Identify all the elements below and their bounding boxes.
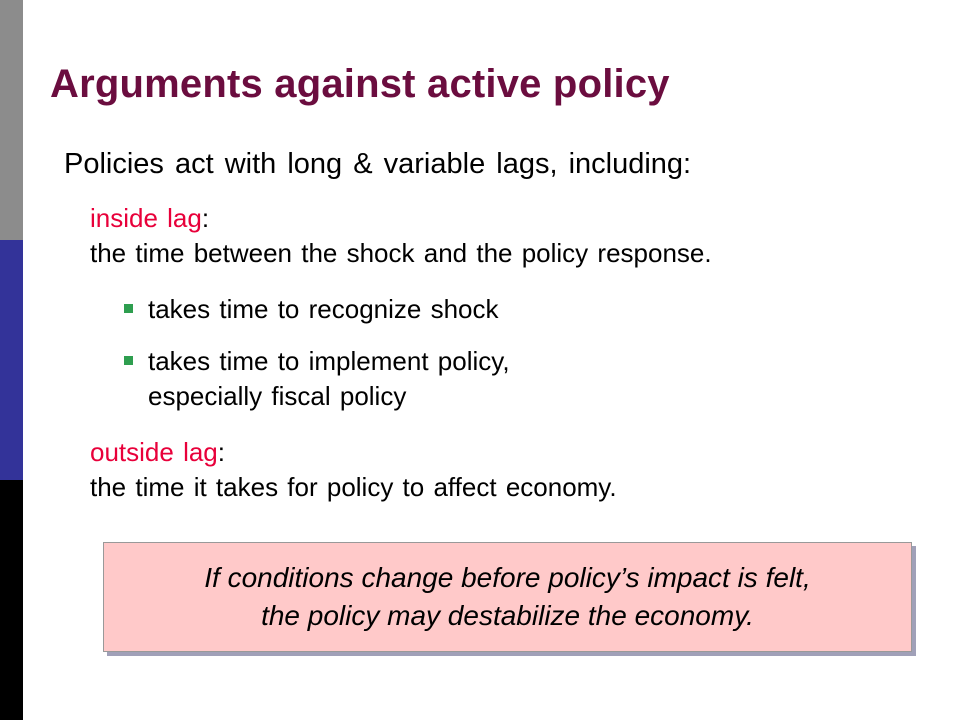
bullet-text: takes time to implement policy, [148,346,510,376]
outside-lag-heading [90,435,617,470]
slide-title: Arguments against active policy [50,62,670,106]
callout-text [204,559,810,635]
outside-lag-definition: the time it takes for policy to affect economy. [90,472,617,502]
intro-text: Policies act with long & variable lags, including: [64,148,692,180]
inside-lag-colon: : [201,203,210,233]
square-bullet-icon [124,304,133,313]
callout-line-1: If conditions change before policy’s impact is felt, [204,562,811,593]
inside-lag-definition: the time between the shock and the policy response. [90,238,712,268]
outside-lag-colon: : [217,437,225,467]
bullet-text: takes time to recognize shock [148,294,499,324]
outside-lag-section [90,435,617,505]
outside-lag-term: outside lag [90,437,218,467]
sidebar-stripe-blue [0,240,23,480]
callout-box [103,542,912,652]
bullet-item [124,292,499,327]
bullet-item [124,344,510,414]
square-bullet-icon [124,356,133,365]
callout-line-2: the policy may destabilize the economy. [261,600,754,631]
inside-lag-term: inside lag [90,203,202,233]
sidebar-stripe-black [0,480,23,720]
sidebar-stripe-gray [0,0,23,240]
inside-lag-heading [90,201,712,236]
inside-lag-section [90,201,712,271]
bullet-text-continued: especially fiscal policy [148,381,407,411]
